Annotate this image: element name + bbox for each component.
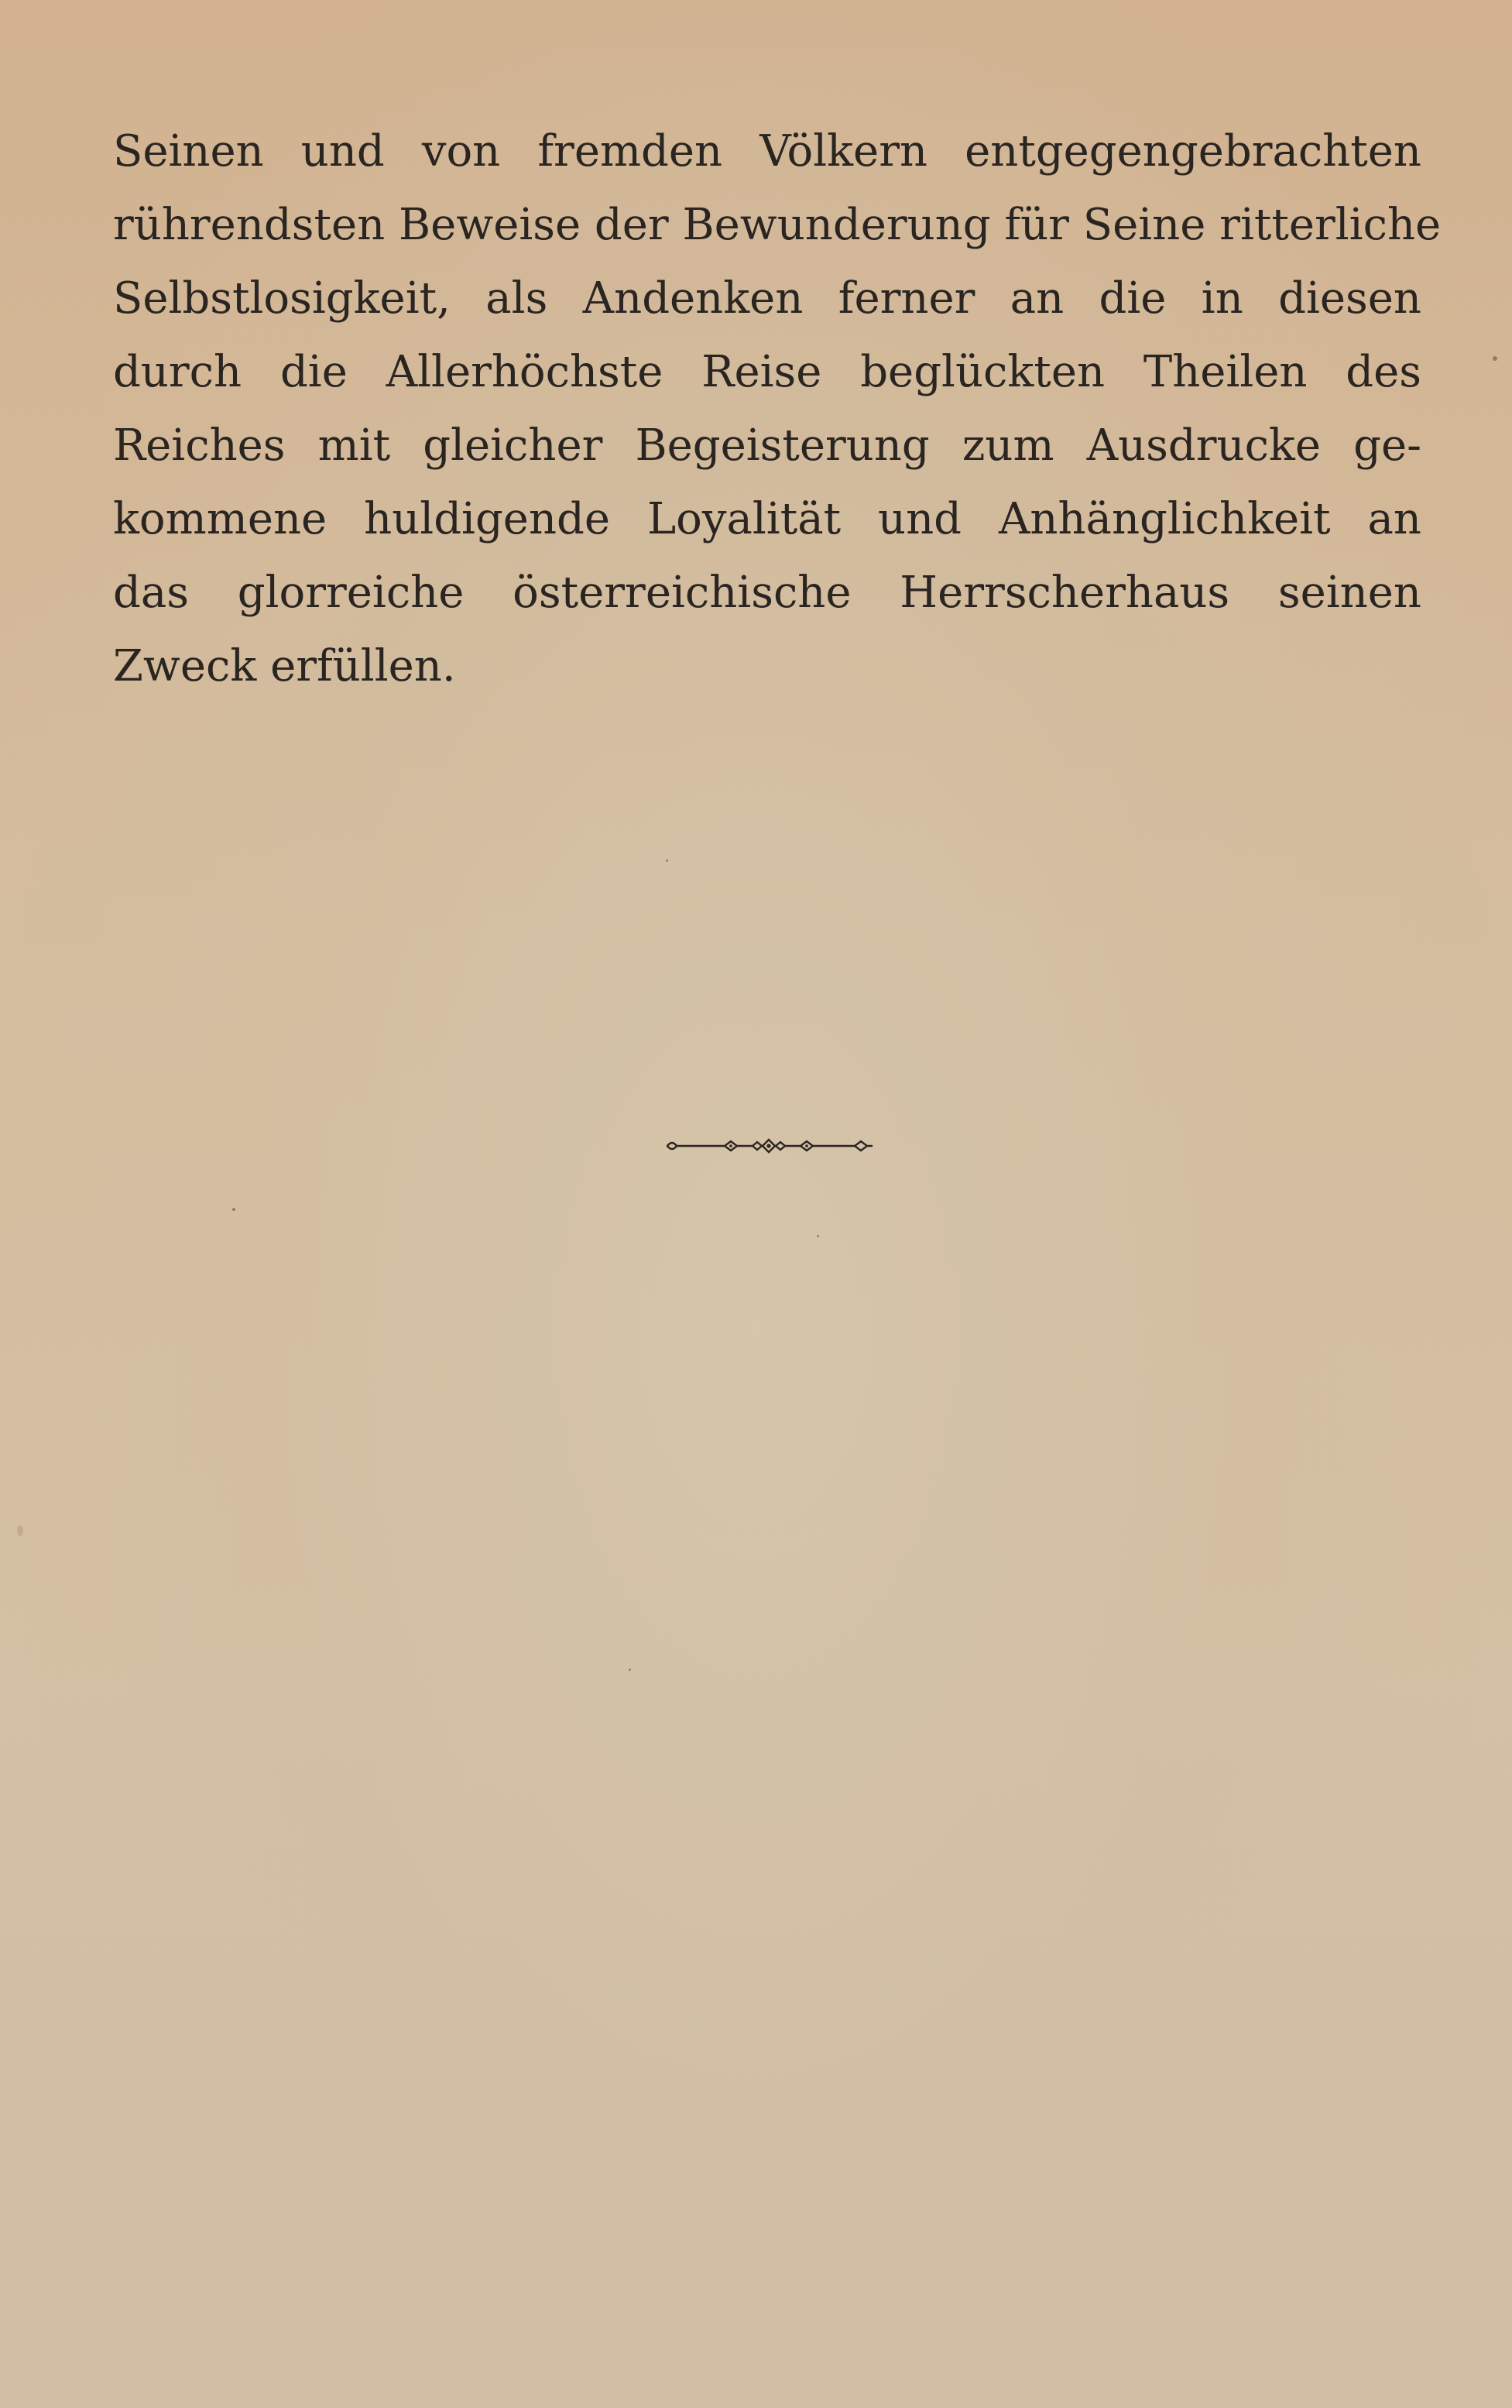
paper-speck [629, 1669, 631, 1671]
paper-speck [666, 859, 668, 862]
text-line-last: Zweck erfüllen. [113, 641, 456, 691]
body-paragraph [113, 115, 1442, 703]
text-line: durch die Allerhöchste Reise beglückten Theilen des [113, 347, 1421, 397]
decorative-divider-icon [664, 1137, 873, 1155]
text-line: Reiches mit gleicher Begeisterung zum Ausdrucke ge- [113, 420, 1421, 471]
text-line: Selbstlosigkeit, als Andenken ferner an die in diesen [113, 273, 1421, 324]
paper-speck [1493, 356, 1497, 361]
text-line: rührendsten Beweise der Bewunderung für Seine ritterliche [113, 200, 1442, 250]
text-line: das glorreiche österreichische Herrscherhaus seinen [113, 568, 1421, 618]
text-line: Seinen und von fremden Völkern entgegengebrachten [113, 126, 1421, 177]
paper-stain [17, 1525, 23, 1536]
paper-speck [232, 1208, 235, 1211]
text-line: kommene huldigende Loyalität und Anhänglichkeit an [113, 494, 1421, 544]
paper-speck [817, 1235, 819, 1237]
